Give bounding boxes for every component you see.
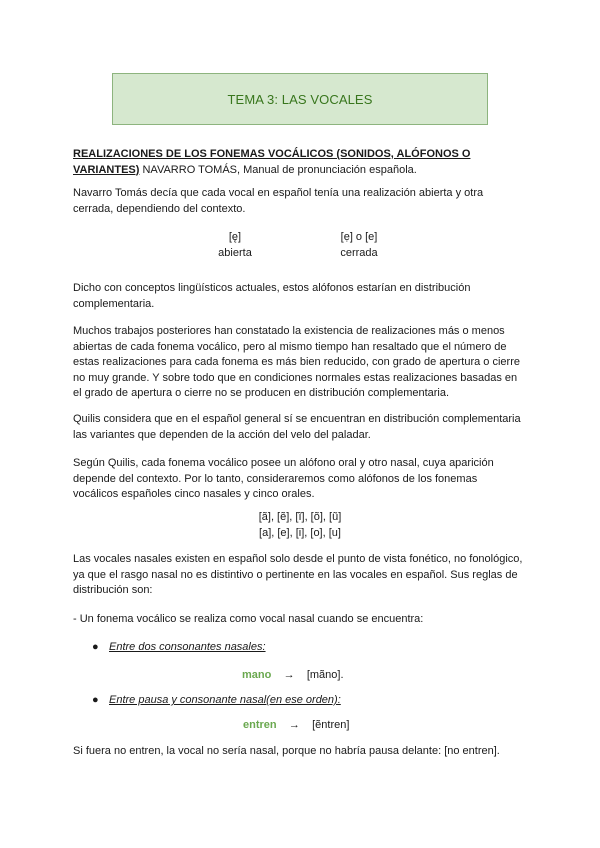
para6-line2: ya que el rasgo nasal no es distintivo o pertinente en las vocales en español. Sus reglas de bbox=[73, 568, 518, 581]
para2-line1: Dicho con conceptos lingüísticos actuales, estos alófonos estarían en distribución bbox=[73, 282, 471, 294]
paragraph-2 bbox=[73, 281, 533, 312]
para3-line3: estas realizaciones para cada fonema es más bien reducido, con grado de apertura o cierre bbox=[73, 356, 520, 368]
para5-line3: vocálicos españoles cinco nasales y cinco orales. bbox=[73, 488, 315, 500]
bullet-2-text: Entre pausa y consonante nasal(en ese orden): bbox=[109, 694, 341, 706]
arrow-icon: → bbox=[283, 669, 295, 681]
paragraph-5 bbox=[73, 456, 533, 503]
oral-vowels: [a], [e], [i], [o], [u] bbox=[259, 527, 341, 539]
para1-line2: cerrada, dependiendo del contexto. bbox=[73, 202, 246, 215]
example-2 bbox=[243, 717, 349, 733]
bullet-1-text: Entre dos consonantes nasales: bbox=[109, 641, 266, 653]
table-col-open bbox=[205, 229, 265, 261]
para3-line5: el grado de apertura o cierre no se producen en distribución complementaria. bbox=[73, 387, 450, 399]
para1-line1: Navarro Tomás decía que cada vocal en español tenía una realización abierta y otra bbox=[73, 187, 484, 199]
paragraph-3 bbox=[73, 324, 533, 402]
para4-line1: Quilis considera que en el español general sí se encuentran en distribución complementaria bbox=[73, 413, 521, 425]
title-box bbox=[112, 73, 488, 125]
para3-line2: abiertas de cada fonema vocálico, pero al mismo tiempo han resaltado que el número de bbox=[73, 340, 507, 353]
para4-line2: las variantes que dependen de la acción del velo del paladar. bbox=[73, 428, 371, 441]
vowel-list bbox=[230, 509, 370, 541]
para5-line1: Según Quilis, cada fonema vocálico posee un alófono oral y otro nasal, cuya aparición bbox=[73, 457, 494, 469]
nasal-vowels: [ã], [ẽ], [ĩ], [õ], [ũ] bbox=[258, 511, 342, 523]
para3-line1: Muchos trabajos posteriores han constatado la existencia de realizaciones más o menos bbox=[73, 325, 505, 337]
arrow-icon: → bbox=[288, 719, 300, 731]
bullet-icon: ● bbox=[92, 694, 99, 706]
page-title: TEMA 3: LAS VOCALES bbox=[227, 91, 373, 107]
closed-label: cerrada bbox=[340, 247, 378, 259]
para5-line2: depende del contexto. Por lo tanto, consideraremos como alófonos de los fonemas bbox=[73, 472, 478, 485]
open-symbol: [ę] bbox=[228, 231, 242, 243]
example-1 bbox=[242, 667, 344, 683]
para6-line3: distribución son: bbox=[73, 584, 153, 596]
heading-line2: VARIANTES) bbox=[73, 163, 140, 176]
paragraph-4 bbox=[73, 412, 533, 443]
bullet-icon: ● bbox=[92, 641, 99, 653]
table-col-closed bbox=[324, 229, 394, 261]
heading-line1: REALIZACIONES DE LOS FONEMAS VOCÁLICOS (SONIDOS, ALÓFONOS O bbox=[73, 148, 471, 160]
example-1-transcription: [mãno]. bbox=[306, 669, 344, 681]
final-paragraph bbox=[73, 744, 533, 760]
closed-symbol: [ẹ] o [e] bbox=[340, 231, 378, 243]
rule-intro bbox=[73, 612, 533, 628]
final-text: Si fuera no entren, la vocal no sería nasal, porque no habría pausa delante: [no entren]. bbox=[73, 745, 500, 757]
rule-intro-text: - Un fonema vocálico se realiza como vocal nasal cuando se encuentra: bbox=[73, 613, 424, 625]
open-label: abierta bbox=[218, 247, 252, 259]
example-2-word: entren bbox=[243, 719, 277, 731]
section-heading bbox=[73, 147, 533, 178]
paragraph-1 bbox=[73, 186, 533, 217]
example-2-transcription: [ẽntren] bbox=[312, 719, 350, 731]
paragraph-6 bbox=[73, 552, 533, 599]
para2-line2: complementaria. bbox=[73, 297, 155, 310]
heading-source: NAVARRO TOMÁS, Manual de pronunciación española. bbox=[139, 163, 417, 176]
para6-line1: Las vocales nasales existen en español solo desde el punto de vista fonético, no fonológico, bbox=[73, 553, 523, 565]
example-1-word: mano bbox=[242, 669, 272, 681]
para3-line4: no muy grande. Y sobre todo que en condiciones normales estas realizaciones basadas en bbox=[73, 371, 518, 384]
